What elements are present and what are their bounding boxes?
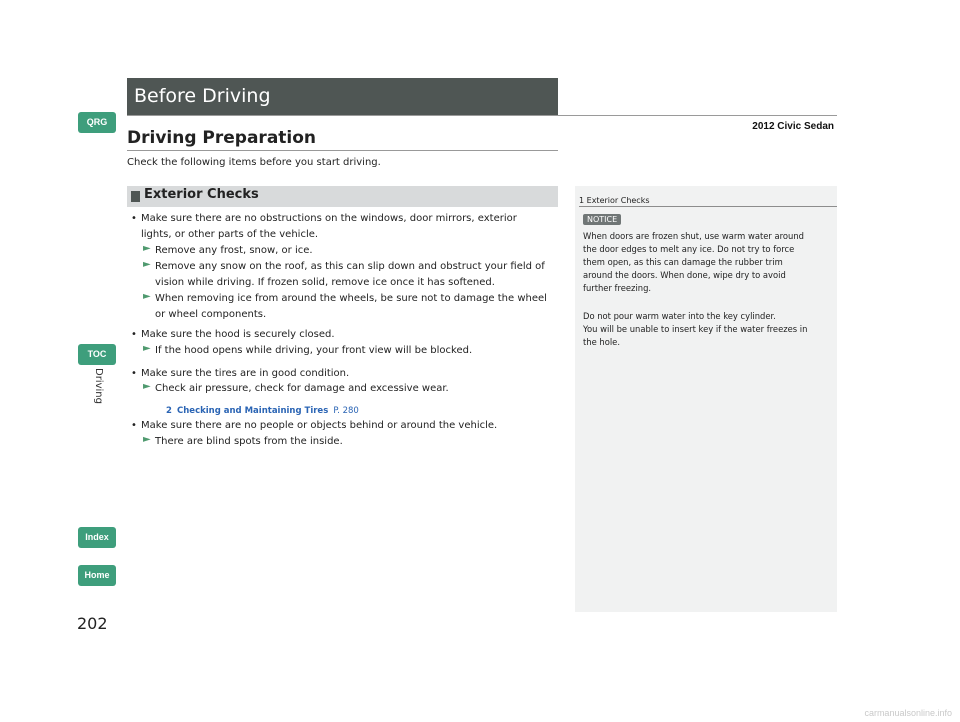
side-note-marker: 1	[579, 196, 585, 205]
bullet-dot-icon: •	[131, 368, 137, 379]
index-tab[interactable]: Index	[78, 527, 116, 548]
side-note-line: around the doors. When done, wipe dry to avoid	[583, 270, 786, 280]
link-page[interactable]: P. 280	[333, 406, 359, 416]
chapter-label: Driving	[93, 368, 104, 404]
notice-badge: NOTICE	[583, 214, 621, 225]
arrow-icon: ►	[143, 243, 151, 254]
header-rule	[127, 115, 837, 116]
home-tab[interactable]: Home	[78, 565, 116, 586]
bullet-line: Make sure the tires are in good condition.	[141, 368, 350, 379]
cross-reference-link[interactable]	[166, 398, 359, 417]
sub-item: or wheel components.	[155, 309, 267, 320]
sub-item: There are blind spots from the inside.	[155, 436, 343, 447]
link-marker-icon: 2	[166, 406, 172, 416]
toc-tab[interactable]: TOC	[78, 344, 116, 365]
bullet-dot-icon: •	[131, 213, 137, 224]
side-note-line: them open, as this can damage the rubber trim	[583, 257, 783, 267]
qrg-tab[interactable]: QRG	[78, 112, 116, 133]
bullet-line: lights, or other parts of the vehicle.	[141, 229, 319, 240]
section-hero-title: Before Driving	[127, 78, 558, 115]
arrow-icon: ►	[143, 381, 151, 392]
side-note-line: further freezing.	[583, 283, 652, 293]
section-title: Exterior Checks	[144, 187, 259, 202]
side-note-line: You will be unable to insert key if the water freezes in	[583, 324, 808, 334]
side-note-heading	[579, 196, 650, 205]
sub-item: Remove any snow on the roof, as this can slip down and obstruct your field of	[155, 261, 545, 272]
side-note-line: When doors are frozen shut, use warm water around	[583, 231, 804, 241]
page-number: 202	[77, 614, 108, 633]
sub-item: If the hood opens while driving, your front view will be blocked.	[155, 345, 473, 356]
sub-item: Remove any frost, snow, or ice.	[155, 245, 313, 256]
model-label: 2012 Civic Sedan	[752, 121, 834, 132]
sub-item: vision while driving. If frozen solid, remove ice once it has softened.	[155, 277, 495, 288]
arrow-icon: ►	[143, 434, 151, 445]
section-marker-icon	[131, 191, 140, 202]
side-note-title: Exterior Checks	[586, 196, 650, 205]
title-rule	[127, 150, 558, 151]
arrow-icon: ►	[143, 343, 151, 354]
bullet-line: Make sure the hood is securely closed.	[141, 329, 335, 340]
bullet-line: Make sure there are no people or objects behind or around the vehicle.	[141, 420, 498, 431]
bullet-line: Make sure there are no obstructions on the windows, door mirrors, exterior	[141, 213, 517, 224]
sub-item: When removing ice from around the wheels, be sure not to damage the wheel	[155, 293, 547, 304]
page-title: Driving Preparation	[127, 128, 317, 148]
sub-item: Check air pressure, check for damage and excessive wear.	[155, 383, 449, 394]
link-text[interactable]: Checking and Maintaining Tires	[177, 406, 329, 416]
arrow-icon: ►	[143, 259, 151, 270]
bullet-dot-icon: •	[131, 420, 137, 431]
side-note-rule	[579, 206, 837, 207]
intro-text: Check the following items before you start driving.	[127, 157, 381, 168]
watermark: carmanualsonline.info	[864, 708, 952, 718]
side-note-line: the door edges to melt any ice. Do not try to force	[583, 244, 795, 254]
bullet-dot-icon: •	[131, 329, 137, 340]
side-note-line: Do not pour warm water into the key cylinder.	[583, 311, 776, 321]
arrow-icon: ►	[143, 291, 151, 302]
side-note-line: the hole.	[583, 337, 620, 347]
